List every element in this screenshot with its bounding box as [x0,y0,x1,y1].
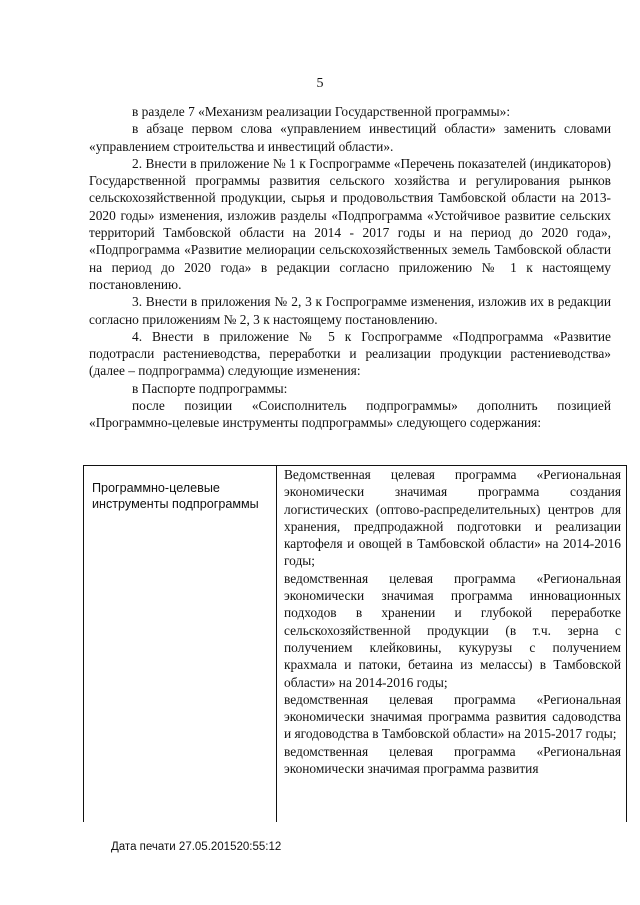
table-item: Ведомственная целевая программа «Региональная экономически значимая программа создания логистических (оптово-распределительных) центров для хранения, предпродажной подготовки и реализации картофеля и овощей в Тамбовской области» на 2014-2016 годы; [284,467,621,569]
paragraph: 2. Внести в приложение № 1 к Госпрограмме «Перечень показателей (индикаторов) Государственной программы развития сельского хозяйства и регулирования рынков сельскохозяйственной продукции, сырья и продовольствия Тамбовской области на 2013-2020 годы» изменения, изложив разделы «Подпрограмма «Устойчивое развитие сельских территорий Тамбовской области на 2014 - 2017 годы и на период до 2020 года», «Подпрограмма «Развитие мелиорации сельскохозяйственных земель Тамбовской области на период до 2020 года» в редакции согласно приложению № 1 к настоящему постановлению. [89,155,611,292]
table-label: Программно-целевые инструменты подпрограммы [92,481,259,511]
passport-table [83,465,627,822]
table-content-cell [277,466,626,822]
table-item: ведомственная целевая программа «Региональная экономически значимая программа развития садоводства и ягодоводства в Тамбовской области» на 2015-2017 годы; [284,691,621,742]
paragraph: в разделе 7 «Механизм реализации Государственной программы»: [132,104,511,119]
table-item: ведомственная целевая программа «Региональная экономически значимая программа развития [284,743,621,777]
body-text [89,103,611,432]
paragraph: 4. Внести в приложение № 5 к Госпрограмме «Подпрограмма «Развитие подотрасли растениеводства, переработки и реализации продукции растениеводства» (далее – подпрограмма) следующие изменения: [89,328,611,379]
paragraph: 3. Внести в приложения № 2, 3 к Госпрограмме изменения, изложив их в редакции согласно приложениям № 2, 3 к настоящему постановлению. [89,294,611,327]
page-number: 5 [316,76,324,91]
table-label-cell [84,466,277,822]
table-item: ведомственная целевая программа «Региональная экономически значимая программа инновационных подходов в хранении и глубокой переработке сельскохозяйственной продукции (в т.ч. зерна с получением клейковины, кукурузы с получением крахмала и патоки, бетаина из мелассы) в Тамбовской области» на 2014-2016 годы; [284,570,621,690]
paragraph: в Паспорте подпрограммы: [132,380,288,396]
paragraph: после позиции «Соисполнитель подпрограммы» дополнить позицией «Программно-целевые инструменты подпрограммы» следующего содержания: [89,398,611,431]
paragraph: в абзаце первом слова «управлением инвестиций области» заменить словами «управлением строительства и инвестиций области». [89,121,611,154]
print-date: Дата печати 27.05.201520:55:12 [111,841,282,853]
